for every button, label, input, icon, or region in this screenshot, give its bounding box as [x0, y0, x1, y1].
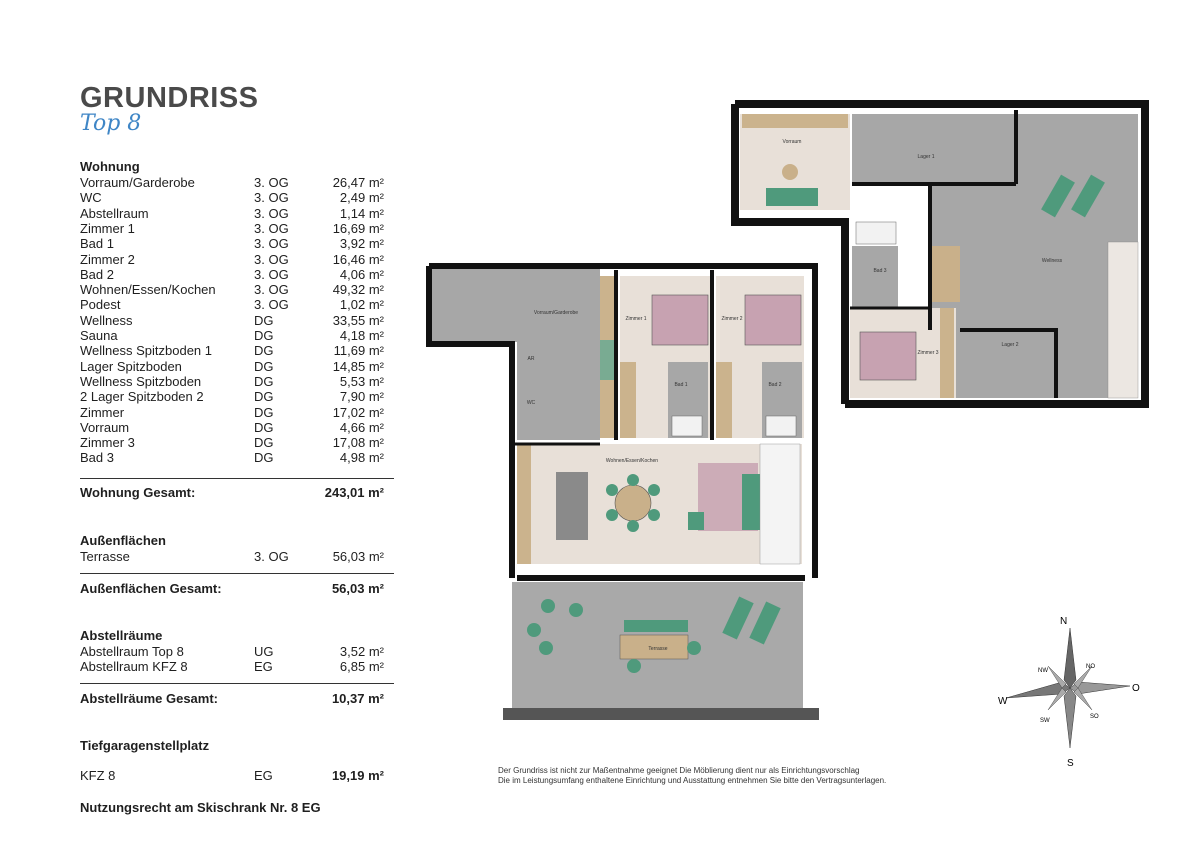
disclaimer-line: Der Grundriss ist nicht zur Maßentnahme geeignet Die Möblierung dient nur als Einrichtungsvorschlag — [498, 766, 860, 775]
row-area: 3,52 m² — [339, 644, 384, 659]
wardrobe — [716, 362, 732, 438]
shower — [672, 416, 702, 436]
row-name: Zimmer 2 — [80, 251, 135, 267]
row-name: Abstellraum Top 8 — [80, 644, 184, 659]
row-floor: 3. OG — [254, 190, 289, 206]
row-area: 11,69 m² — [333, 343, 384, 359]
terrace-edge — [503, 708, 819, 720]
section-heading-wohnung: Wohnung — [80, 159, 140, 174]
compass-no: NO — [1086, 664, 1095, 670]
row-area: 6,85 m² — [339, 659, 384, 675]
row-name: Podest — [80, 297, 121, 313]
row-area: 33,55 m² — [332, 312, 384, 328]
label-lager1: Lager 1 — [917, 154, 935, 160]
floor-plan-og — [429, 266, 819, 720]
row-area: 56,03 m² — [332, 549, 384, 564]
row-floor: DG — [254, 404, 274, 420]
section-heading-aussen: Außenflächen — [80, 533, 166, 548]
row-floor: EG — [254, 768, 273, 783]
compass-w: W — [998, 696, 1008, 707]
armchair — [688, 512, 704, 530]
row-floor: DG — [254, 328, 274, 343]
label-wc: WC — [526, 400, 536, 406]
row-area: 1,02 m² — [339, 297, 384, 313]
row-area: 1,14 m² — [339, 205, 384, 221]
bed — [745, 295, 801, 345]
label-bad3: Bad 3 — [873, 268, 887, 274]
compass-o: O — [1132, 683, 1140, 694]
row-floor: 3. OG — [254, 251, 289, 267]
row-floor: UG — [254, 644, 274, 659]
room-vorraum-garderobe — [432, 268, 600, 342]
label-wellness: Wellness — [1041, 258, 1063, 264]
compass-sw: SW — [1040, 718, 1050, 724]
row-area: 2,49 m² — [339, 190, 384, 206]
row-name: Terrasse — [80, 549, 130, 564]
row-name: WC — [80, 190, 102, 206]
bed — [652, 295, 708, 345]
row-name: Vorraum/Garderobe — [80, 175, 195, 190]
row-area: 4,06 m² — [339, 266, 384, 282]
row-floor: DG — [254, 450, 274, 466]
row-floor: DG — [254, 435, 274, 451]
bed — [860, 332, 916, 380]
label-zimmer3: Zimmer 3 — [917, 350, 939, 356]
row-floor: DG — [254, 419, 274, 435]
row-name: 2 Lager Spitzboden 2 — [80, 389, 204, 405]
label-bad2: Bad 2 — [768, 382, 782, 388]
page-title: GRUNDRISS — [80, 82, 259, 114]
row-name: Bad 1 — [80, 236, 114, 252]
total-label: Abstellräume Gesamt: — [80, 691, 218, 706]
room-bad3 — [852, 246, 898, 308]
ski-note: Nutzungsrecht am Skischrank Nr. 8 EG — [80, 800, 321, 815]
label-zimmer2: Zimmer 2 — [721, 316, 743, 322]
row-area: 4,98 m² — [339, 450, 384, 466]
shower — [856, 222, 896, 244]
disclaimer-line: Die im Leistungsumfang enthaltene Einrichtung und Ausstattung entnehmen Sie bitte den Vertragsunterlagen. — [498, 776, 887, 785]
row-name: Sauna — [80, 328, 118, 343]
label-bad1: Bad 1 — [674, 382, 688, 388]
row-area: 16,69 m² — [332, 220, 384, 236]
row-name: Bad 3 — [80, 450, 114, 466]
row-floor: 3. OG — [254, 175, 289, 190]
total-label: Wohnung Gesamt: — [80, 485, 196, 500]
label-zimmer1: Zimmer 1 — [625, 316, 647, 322]
row-name: Wellness — [80, 312, 133, 328]
section-heading-garage: Tiefgaragenstellplatz — [80, 738, 210, 753]
row-area: 4,18 m² — [339, 328, 384, 343]
total-value: 243,01 m² — [324, 485, 384, 500]
row-floor: 3. OG — [254, 205, 289, 221]
row-name: Wellness Spitzboden — [80, 373, 202, 389]
label-vorraum-garderobe: Vorraum/Garderobe — [533, 310, 579, 316]
page-subtitle: Top 8 — [80, 111, 142, 136]
sofa — [766, 188, 818, 206]
compass-rose — [998, 616, 1140, 769]
wardrobe — [940, 308, 954, 398]
row-floor: 3. OG — [254, 266, 289, 282]
row-floor: DG — [254, 389, 274, 405]
row-area: 5,53 m² — [339, 373, 384, 389]
row-floor: 3. OG — [254, 220, 289, 236]
row-name: Lager Spitzboden — [80, 358, 182, 374]
row-name: Bad 2 — [80, 266, 114, 282]
compass-s: S — [1067, 758, 1074, 769]
compass-n: N — [1060, 616, 1068, 627]
kitchen-island — [556, 472, 588, 540]
compass-nw: NW — [1038, 668, 1048, 674]
row-area: 3,92 m² — [339, 236, 384, 252]
dining-table — [615, 485, 651, 521]
label-wohnen: Wohnen/Essen/Kochen — [605, 458, 659, 464]
label-ar: AR — [527, 356, 535, 362]
row-area: 14,85 m² — [332, 358, 384, 374]
row-area: 19,19 m² — [331, 768, 384, 783]
total-value: 56,03 m² — [331, 581, 384, 596]
bench-wood — [742, 114, 848, 128]
room-sauna — [932, 246, 960, 302]
row-floor: DG — [254, 312, 274, 328]
label-terrasse: Terrasse — [648, 646, 668, 652]
row-area: 16,46 m² — [332, 251, 384, 267]
row-name: Abstellraum — [80, 205, 149, 221]
compass-so: SO — [1090, 714, 1099, 720]
total-label: Außenflächen Gesamt: — [80, 581, 222, 596]
total-value: 10,37 m² — [331, 691, 384, 706]
row-name: Wellness Spitzboden 1 — [80, 343, 213, 359]
row-name: Zimmer — [80, 404, 125, 420]
room-corridor — [543, 342, 600, 440]
row-area: 26,47 m² — [332, 175, 384, 190]
row-area: 17,08 m² — [332, 435, 384, 451]
row-floor: DG — [254, 358, 274, 374]
row-name: Zimmer 3 — [80, 435, 135, 451]
row-floor: 3. OG — [254, 549, 289, 564]
row-floor: 3. OG — [254, 236, 289, 252]
row-area: 49,32 m² — [332, 282, 384, 298]
row-name: Zimmer 1 — [80, 220, 135, 236]
section-heading-abstell: Abstellräume — [80, 628, 163, 643]
row-floor: 3. OG — [254, 297, 289, 313]
row-name: Abstellraum KFZ 8 — [80, 659, 188, 675]
bench — [624, 620, 688, 632]
row-floor: EG — [254, 659, 273, 675]
row-area: 7,90 m² — [339, 389, 384, 405]
staircase — [760, 444, 800, 564]
row-floor: 3. OG — [254, 282, 289, 298]
row-name: KFZ 8 — [80, 768, 116, 783]
label-vorraum: Vorraum — [782, 139, 802, 145]
wardrobe — [620, 362, 636, 438]
kitchen-counter — [517, 444, 531, 564]
staircase-dg — [1108, 242, 1138, 398]
label-lager2: Lager 2 — [1001, 342, 1019, 348]
row-floor: DG — [254, 343, 274, 359]
room-lager2 — [960, 330, 1056, 398]
row-area: 17,02 m² — [332, 404, 384, 420]
side-table — [782, 164, 798, 180]
shower — [766, 416, 796, 436]
row-floor: DG — [254, 373, 274, 389]
row-name: Wohnen/Essen/Kochen — [80, 282, 216, 298]
row-name: Vorraum — [80, 419, 130, 435]
row-area: 4,66 m² — [339, 419, 384, 435]
